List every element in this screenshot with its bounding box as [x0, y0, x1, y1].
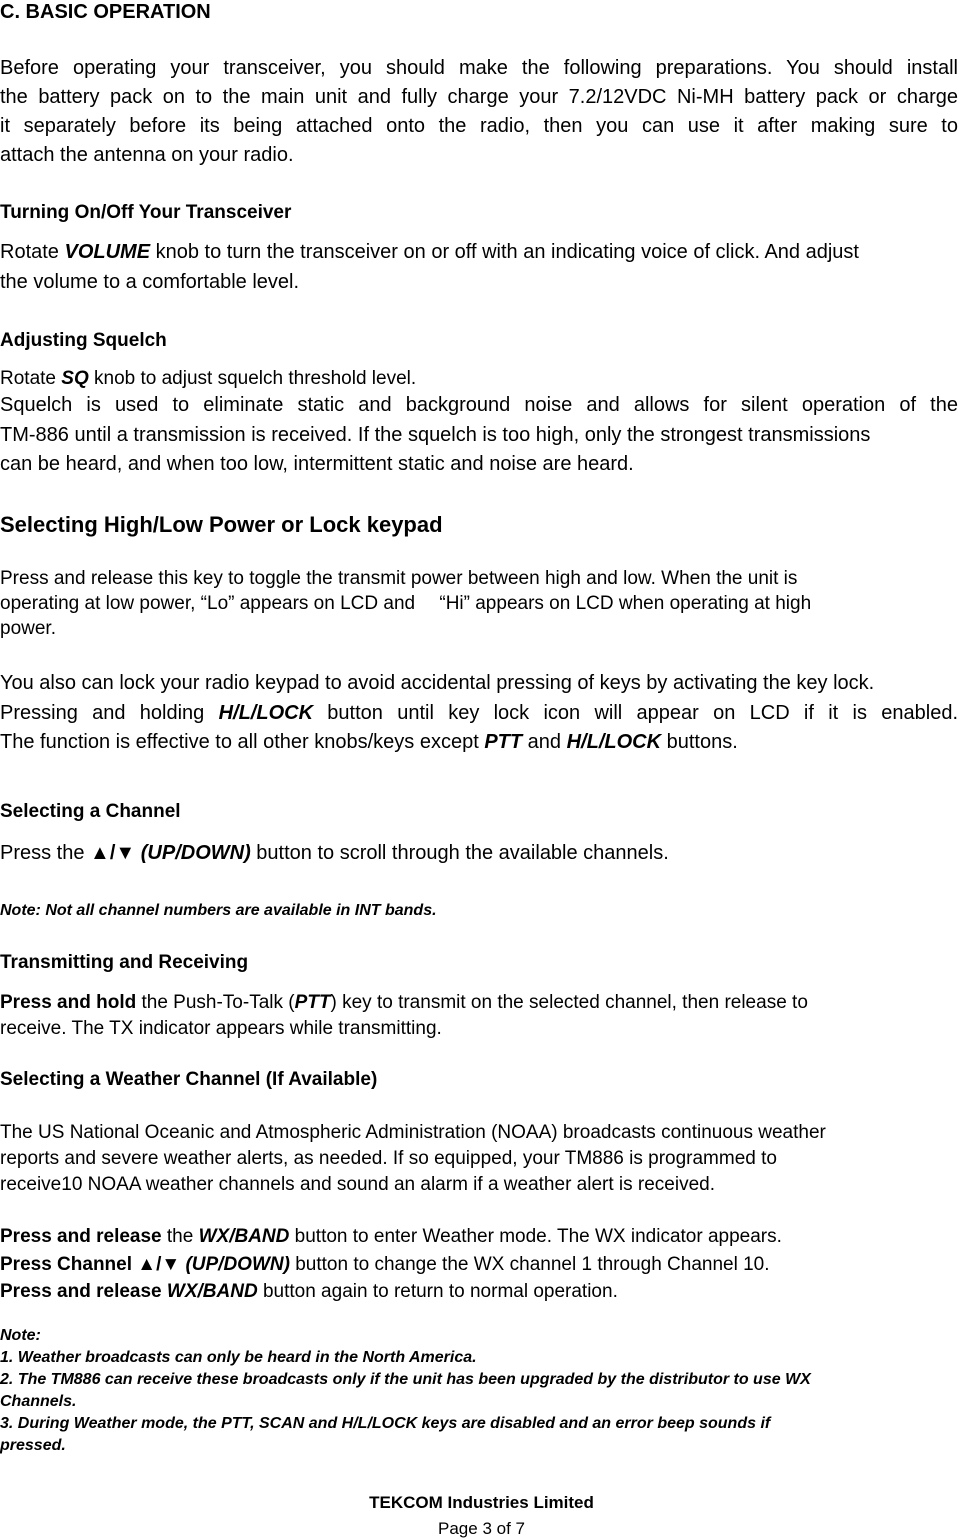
- squelch-line-2: Squelch is used to eliminate static and background noise and allows for silent operation of the: [0, 394, 958, 416]
- power-p2-line-1: You also can lock your radio keypad to avoid accidental pressing of keys by activating the key lock.: [0, 672, 875, 694]
- sq-key: SQ: [61, 368, 89, 389]
- weather-p1-line-2: reports and severe weather alerts, as needed. If so equipped, your TM886 is programmed to: [0, 1148, 777, 1169]
- section-title: C. BASIC OPERATION: [0, 1, 211, 23]
- weather-p1-line-1: The US National Oceanic and Atmospheric Administration (NOAA) broadcasts continuous weather: [0, 1122, 826, 1143]
- power-p1-line-1: Press and release this key to toggle the transmit power between high and low. When the unit is: [0, 568, 798, 589]
- txrx-line-1: Press and hold the Push-To-Talk (PTT) key to transmit on the selected channel, then release to: [0, 992, 808, 1013]
- footer-company: TEKCOM Industries Limited: [369, 1493, 594, 1512]
- power-heading: Selecting High/Low Power or Lock keypad: [0, 512, 443, 537]
- squelch-line-4: can be heard, and when too low, intermittent static and noise are heard.: [0, 453, 634, 475]
- up-down-arrows-icon-2: ▲/▼: [137, 1254, 181, 1275]
- squelch-line-3: TM-886 until a transmission is received. If the squelch is too high, only the strongest transmissions: [0, 424, 871, 446]
- volume-key: VOLUME: [64, 241, 151, 263]
- power-p2-line-2: Pressing and holding H/L/LOCK button until key lock icon will appear on LCD if it is enabled.: [0, 702, 958, 724]
- weather-note-3-cont: pressed.: [0, 1437, 66, 1454]
- intro-line-1: Before operating your transceiver, you should make the following preparations. You should install: [0, 57, 958, 79]
- weather-note-3: 3. During Weather mode, the PTT, SCAN and H/L/LOCK keys are disabled and an error beep sounds if: [0, 1415, 771, 1432]
- squelch-heading: Adjusting Squelch: [0, 330, 167, 351]
- channel-note: Note: Not all channel numbers are available in INT bands.: [0, 902, 437, 919]
- power-p1-line-3: power.: [0, 618, 56, 639]
- intro-line-4: attach the antenna on your radio.: [0, 144, 294, 166]
- channel-line-1: Press the ▲/▼ (UP/DOWN) button to scroll through the available channels.: [0, 842, 669, 864]
- footer-page-number: Page 3 of 7: [438, 1519, 525, 1538]
- txrx-line-2: receive. The TX indicator appears while transmitting.: [0, 1018, 442, 1039]
- ptt-key-2: PTT: [294, 992, 331, 1013]
- weather-p1-line-3: receive10 NOAA weather channels and sound an alarm if a weather alert is received.: [0, 1174, 716, 1195]
- weather-note-1: 1. Weather broadcasts can only be heard in the North America.: [0, 1349, 477, 1366]
- turning-line-2: the volume to a comfortable level.: [0, 271, 300, 293]
- wx-band-key: WX/BAND: [198, 1226, 290, 1247]
- weather-step-2: Press Channel ▲/▼ (UP/DOWN) button to change the WX channel 1 through Channel 10.: [0, 1254, 770, 1275]
- intro-line-2: the battery pack on to the main unit and fully charge your 7.2/12VDC Ni-MH battery pack or charge: [0, 86, 958, 108]
- ptt-key: PTT: [484, 731, 523, 753]
- squelch-line-1: Rotate SQ knob to adjust squelch threshold level.: [0, 368, 417, 389]
- hl-lock-key-2: H/L/LOCK: [566, 731, 662, 753]
- weather-step-3: Press and release WX/BAND button again to return to normal operation.: [0, 1281, 618, 1302]
- weather-note-label: Note:: [0, 1327, 41, 1344]
- intro-line-3: it separately before its being attached onto the radio, then you can use it after making sure to: [0, 115, 958, 137]
- power-p1-line-2: operating at low power, “Lo” appears on LCD and “Hi” appears on LCD when operating at high: [0, 593, 812, 614]
- up-down-arrows-icon: ▲/▼: [90, 842, 136, 864]
- channel-heading: Selecting a Channel: [0, 801, 181, 822]
- weather-heading: Selecting a Weather Channel (If Available): [0, 1069, 378, 1090]
- turning-heading: Turning On/Off Your Transceiver: [0, 202, 292, 223]
- txrx-heading: Transmitting and Receiving: [0, 952, 249, 973]
- power-p2-line-3: The function is effective to all other knobs/keys except PTT and H/L/LOCK buttons.: [0, 731, 738, 753]
- weather-step-1: Press and release the WX/BAND button to enter Weather mode. The WX indicator appears.: [0, 1226, 782, 1247]
- turning-line-1: Rotate VOLUME knob to turn the transceiver on or off with an indicating voice of click. And adjust: [0, 241, 859, 263]
- weather-note-2-cont: Channels.: [0, 1393, 77, 1410]
- weather-note-2: 2. The TM886 can receive these broadcasts only if the unit has been upgraded by the distributor to use WX: [0, 1371, 811, 1388]
- wx-band-key-2: WX/BAND: [166, 1281, 258, 1302]
- hl-lock-key: H/L/LOCK: [218, 702, 314, 724]
